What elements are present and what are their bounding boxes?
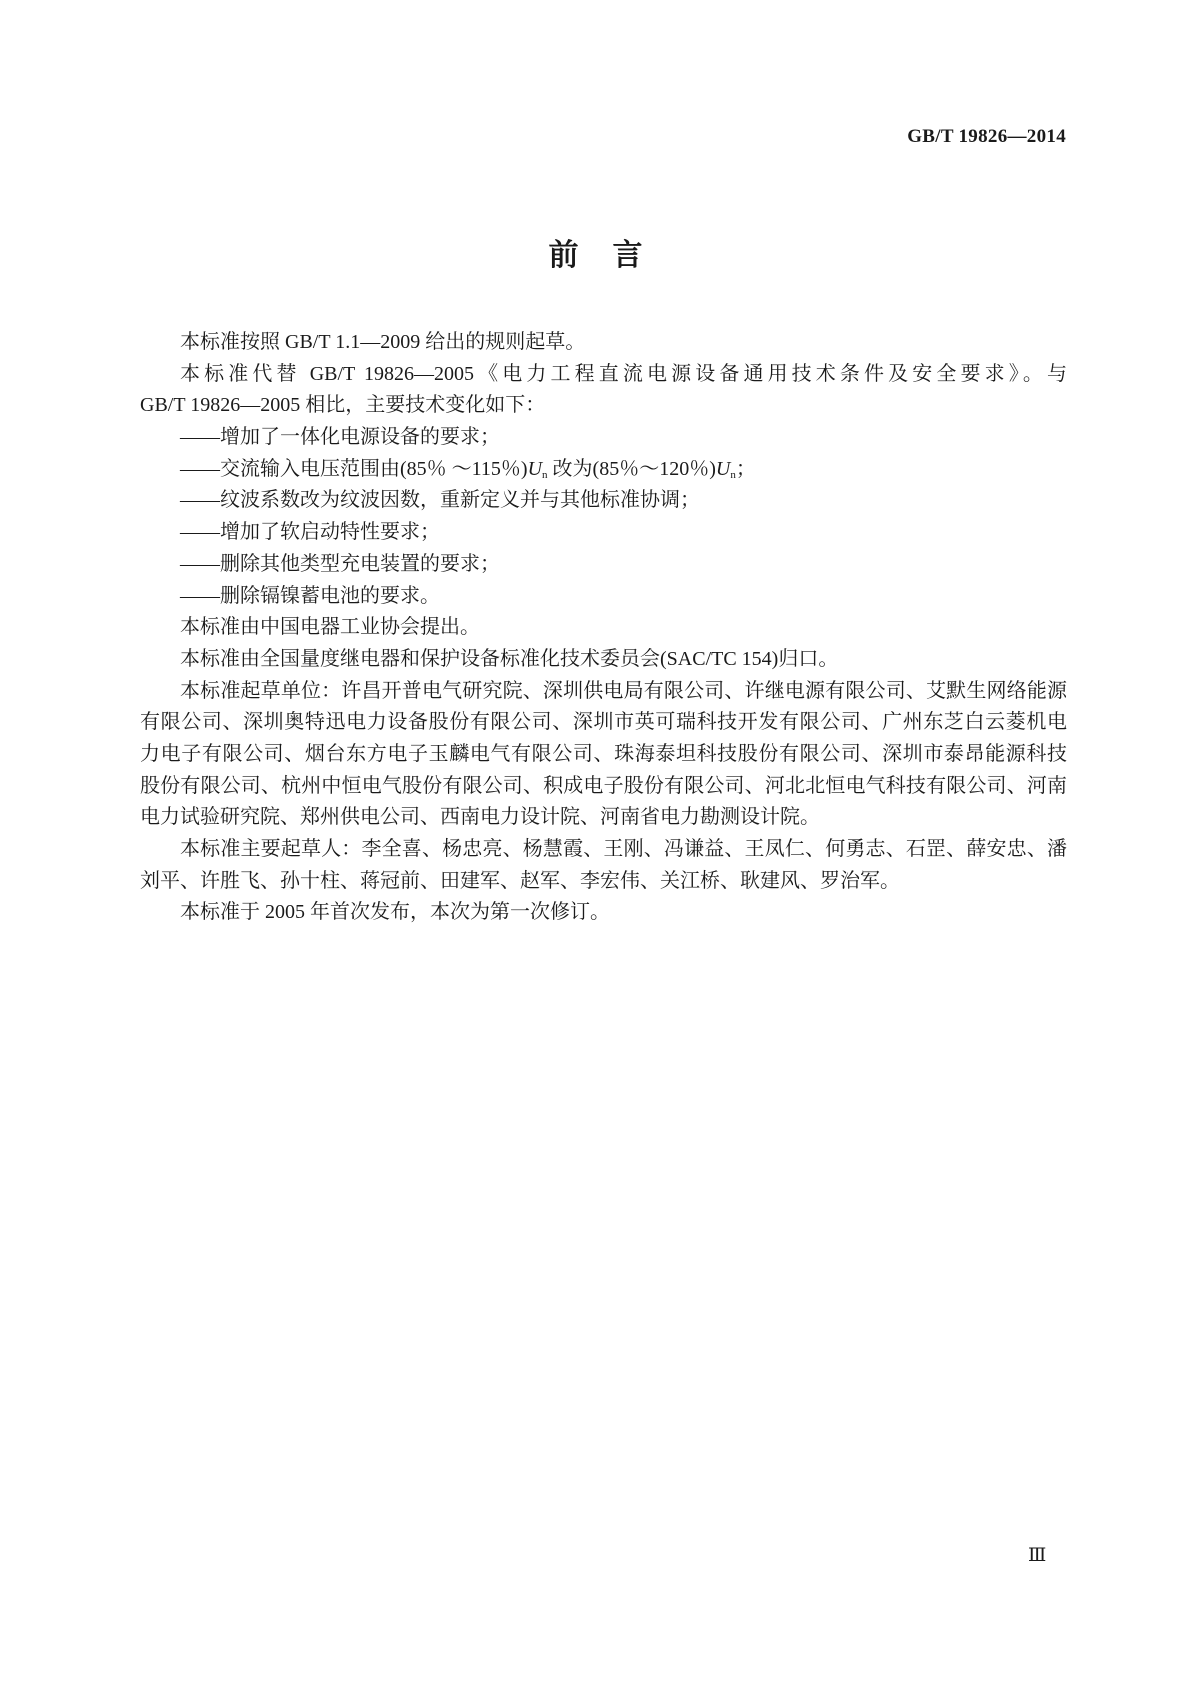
change-text: 改为(85％～120％) xyxy=(547,457,716,480)
paragraph-replacement-cont: GB/T 19826—2005 相比，主要技术变化如下： xyxy=(140,394,546,417)
page-number: Ⅲ xyxy=(1028,1545,1047,1566)
symbol-u: U xyxy=(527,457,543,480)
paragraph-drafting-units-cont: 力电子有限公司、烟台东方电子玉麟电气有限公司、珠海泰坦科技股份有限公司、深圳市泰昂能源科技 xyxy=(140,742,1067,765)
change-item: ——增加了一体化电源设备的要求； xyxy=(180,426,500,449)
paragraph-replacement: 本标准代替 GB/T 19826—2005《电力工程直流电源设备通用技术条件及安全要求》。与 xyxy=(180,362,1067,385)
page-title: 前言 xyxy=(548,239,677,272)
change-item xyxy=(140,454,1067,486)
subscript-n: n xyxy=(730,468,736,481)
paragraph-drafting-units: 本标准起草单位：许昌开普电气研究院、深圳供电局有限公司、许继电源有限公司、艾默生网络能源 xyxy=(180,679,1067,702)
change-item: ——删除镉镍蓄电池的要求。 xyxy=(180,584,440,607)
change-text: ； xyxy=(735,457,756,480)
paragraph-drafting-rules: 本标准按照 GB/T 1.1—2009 给出的规则起草。 xyxy=(180,331,586,353)
symbol-u: U xyxy=(715,457,731,480)
paragraph-committee: 本标准由全国量度继电器和保护设备标准化技术委员会(SAC/TC 154)归口。 xyxy=(180,647,839,670)
change-item: ——删除其他类型充电装置的要求； xyxy=(180,552,500,575)
paragraph-drafters: 本标准主要起草人：李全喜、杨忠亮、杨慧霞、王刚、冯谦益、王凤仁、何勇志、石罡、薛安忠、潘 xyxy=(180,838,1067,860)
paragraph-drafting-units-cont: 有限公司、深圳奥特迅电力设备股份有限公司、深圳市英可瑞科技开发有限公司、广州东芝白云菱机电 xyxy=(140,711,1067,734)
change-item: ——增加了软启动特性要求； xyxy=(180,521,440,544)
change-item: ——纹波系数改为纹波因数，重新定义并与其他标准协调； xyxy=(180,489,700,512)
paragraph-drafters-cont: 刘平、许胜飞、孙十柱、蒋冠前、田建军、赵军、李宏伟、关江桥、耿建风、罗治军。 xyxy=(140,869,900,892)
subscript-n: n xyxy=(542,468,548,481)
paragraph-history: 本标准于 2005 年首次发布，本次为第一次修订。 xyxy=(180,901,610,924)
foreword-body xyxy=(140,327,1067,929)
standard-number-header: GB/T 19826—2014 xyxy=(907,126,1066,147)
paragraph-drafting-units-cont: 电力试验研究院、郑州供电公司、西南电力设计院、河南省电力勘测设计院。 xyxy=(140,806,820,829)
paragraph-proposer: 本标准由中国电器工业协会提出。 xyxy=(180,616,480,639)
paragraph-drafting-units-cont: 股份有限公司、杭州中恒电气股份有限公司、积成电子股份有限公司、河北北恒电气科技有限公司、河南 xyxy=(140,774,1067,797)
change-text: ——交流输入电压范围由(85％ ～115％) xyxy=(180,457,528,480)
